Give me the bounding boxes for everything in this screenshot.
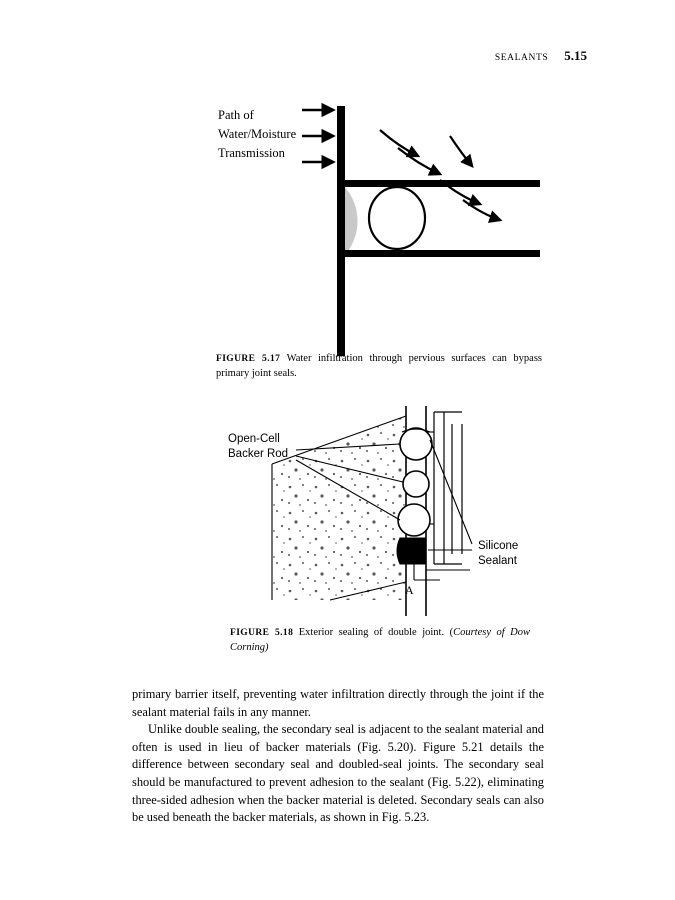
flow-curve-5 bbox=[463, 200, 500, 220]
lower-slab bbox=[345, 250, 540, 257]
figure-5-18-caption-credit: Courtesy of Dow Corning) bbox=[230, 627, 530, 653]
label-line-1: Path of bbox=[218, 108, 254, 122]
body-text bbox=[132, 686, 544, 827]
figure-5-17 bbox=[0, 78, 675, 358]
silicone-label-line-1: Silicone bbox=[478, 540, 519, 552]
figure-5-18-caption bbox=[230, 626, 530, 655]
backer-rod-ellipse bbox=[369, 187, 425, 249]
figure-5-17-drawing bbox=[0, 78, 675, 358]
silicone-label-line-2: Sealant bbox=[478, 555, 518, 567]
paragraph-1: primary barrier itself, preventing water infiltration directly through the joint if the sealant material fails in any manner. bbox=[132, 687, 544, 719]
figure-5-18-label-backer-rod bbox=[228, 432, 288, 462]
figure-5-18-label-silicone bbox=[478, 539, 518, 569]
figure-5-17-caption-text: Water infiltration through pervious surfaces can bypass primary joint seals. bbox=[216, 353, 542, 379]
figure-5-18-label-a: A bbox=[405, 583, 414, 597]
paragraph-2: Unlike double sealing, the secondary seal is adjacent to the sealant material and often is used in lieu of backer materials (Fig. 5.20). Figure 5.21 details the difference between secondary seal and doubled-seal joints. The secondary seal should be manufactured to prevent adhesion to the sealant (Fig. 5.22), eliminating three-sided adhesion when the backer material is deleted. Secondary seals can also be used beneath the backer materials, as shown in Fig. 5.23. bbox=[132, 722, 544, 825]
page-number: 5.15 bbox=[564, 48, 587, 63]
vertical-wall bbox=[337, 106, 345, 356]
flow-curve-1 bbox=[380, 130, 418, 156]
figure-5-18-caption-text: Exterior sealing of double joint. ( bbox=[298, 627, 454, 638]
chapter-name: SEALANTS bbox=[494, 53, 549, 63]
figure-5-17-diagram-label bbox=[218, 106, 296, 163]
concrete-mass bbox=[272, 416, 406, 600]
figure-5-18 bbox=[0, 404, 675, 619]
backer-rod-lower bbox=[398, 504, 430, 536]
backer-rod-upper bbox=[400, 428, 432, 460]
figure-5-18-drawing bbox=[0, 404, 675, 619]
label-line-2: Water/Moisture bbox=[218, 127, 297, 141]
flow-curve-2 bbox=[398, 148, 440, 174]
backer-label-line-1: Open-Cell bbox=[228, 433, 280, 445]
figure-5-18-number: FIGURE 5.18 bbox=[230, 628, 294, 638]
backer-label-line-2: Backer Rod bbox=[228, 448, 289, 460]
leader-silicone-upper bbox=[430, 440, 472, 544]
running-head bbox=[495, 48, 587, 64]
figure-5-17-caption bbox=[216, 352, 542, 381]
label-line-3: Transmission bbox=[218, 146, 285, 160]
sealant-bead bbox=[397, 538, 426, 564]
figure-5-17-number: FIGURE 5.17 bbox=[216, 354, 281, 364]
sealant-fill bbox=[344, 186, 358, 256]
backer-rod-middle bbox=[403, 471, 429, 497]
flow-curve-3 bbox=[450, 136, 472, 166]
